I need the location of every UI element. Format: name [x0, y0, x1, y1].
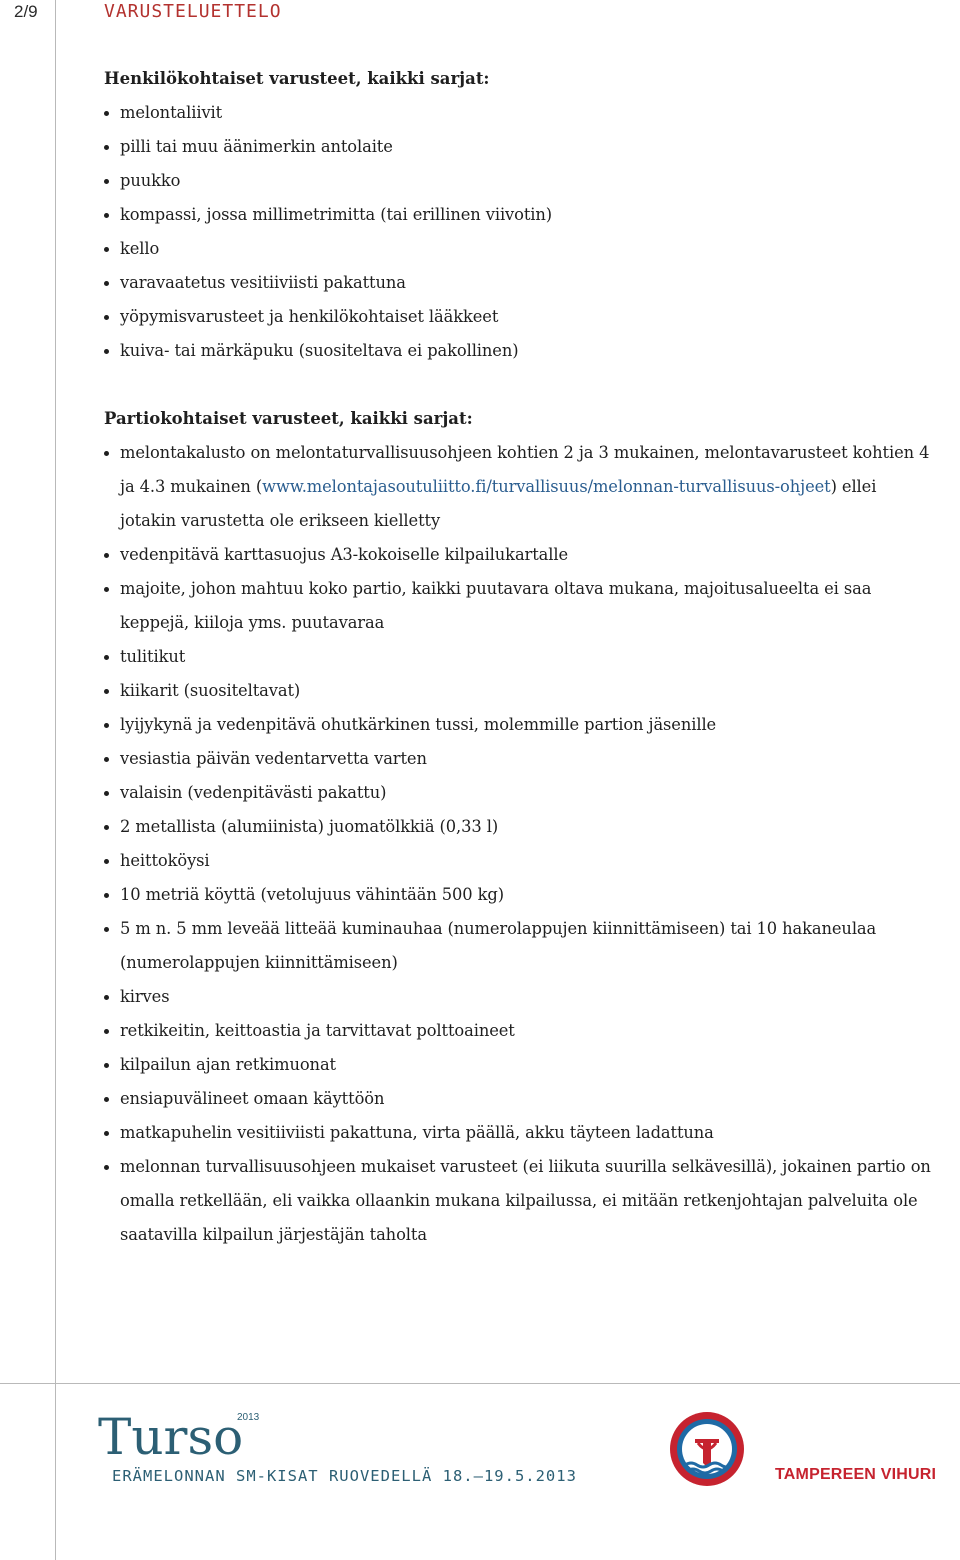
- list-item: 5 m n. 5 mm leveää litteää kuminauhaa (numerolappujen kiinnittämiseen) tai 10 hakaneulaa (numerolappujen kiinnittämiseen): [104, 912, 934, 980]
- page-number: 2/9: [14, 2, 38, 21]
- list-item: valaisin (vedenpitävästi pakattu): [104, 776, 934, 810]
- list-item: melontaliivit: [104, 96, 934, 130]
- safety-guide-link[interactable]: www.melontajasoutuliitto.fi/turvallisuus/melonnan-turvallisuus-ohjeet: [262, 477, 831, 496]
- footer-rule: [0, 1383, 960, 1384]
- list-item: pilli tai muu äänimerkin antolaite: [104, 130, 934, 164]
- list-item: yöpymisvarusteet ja henkilökohtaiset lääkkeet: [104, 300, 934, 334]
- turso-logo-year: 2013: [237, 1412, 260, 1423]
- section-heading: Partiokohtaiset varusteet, kaikki sarjat:: [104, 409, 473, 428]
- list-item: kompassi, jossa millimetrimitta (tai erillinen viivotin): [104, 198, 934, 232]
- left-margin-rule: [55, 0, 56, 1560]
- list-item: 2 metallista (alumiinista) juomatölkkiä (0,33 l): [104, 810, 934, 844]
- team-equipment-list: [104, 436, 934, 1252]
- list-item: kilpailun ajan retkimuonat: [104, 1048, 934, 1082]
- list-item: heittoköysi: [104, 844, 934, 878]
- turso-logo-text: Turso: [98, 1408, 244, 1460]
- personal-equipment-list: [104, 96, 934, 368]
- page-title: VARUSTELUETTELO: [104, 1, 282, 22]
- list-item: melonnan turvallisuusohjeen mukaiset varusteet (ei liikuta suurilla selkävesillä), jokainen partio on omalla retkellään, eli vaikka ollaankin mukana kilpailussa, ei mitään retkenjohtajan palveluita ole saatavilla kilpailun järjestäjän taholta: [104, 1150, 934, 1252]
- list-item: majoite, johon mahtuu koko partio, kaikki puutavara oltava mukana, majoitusalueelta ei saa keppejä, kiiloja yms. puutavaraa: [104, 572, 934, 640]
- list-item: vedenpitävä karttasuojus A3-kokoiselle kilpailukartalle: [104, 538, 934, 572]
- item-text: melontakalusto on melontaturvallisuusohjeen kohtien 2 ja 3 mukainen, melontavarusteet kohtien 4 ja 4.3 mukainen (: [120, 443, 930, 496]
- section-heading: Henkilökohtaiset varusteet, kaikki sarjat:: [104, 69, 490, 88]
- event-title: ERÄMELONNAN SM-KISAT RUOVEDELLÄ 18.–19.5.2013: [112, 1467, 577, 1485]
- list-item: puukko: [104, 164, 934, 198]
- section-team-equipment: [104, 402, 934, 1252]
- list-item: vesiastia päivän vedentarvetta varten: [104, 742, 934, 776]
- list-item: kuiva- tai märkäpuku (suositeltava ei pakollinen): [104, 334, 934, 368]
- list-item: kiikarit (suositeltavat): [104, 674, 934, 708]
- turso-logo: [96, 1404, 266, 1460]
- list-item: tulitikut: [104, 640, 934, 674]
- list-item: ensiapuvälineet omaan käyttöön: [104, 1082, 934, 1116]
- item-text: ) ellei jotakin varustetta ole erikseen kielletty: [120, 477, 877, 530]
- list-item-with-link: [104, 436, 934, 538]
- list-item: retkikeitin, keittoastia ja tarvittavat polttoaineet: [104, 1014, 934, 1048]
- vihuri-emblem-icon: [667, 1409, 747, 1489]
- document-body: [104, 62, 934, 1252]
- section-personal-equipment: [104, 62, 934, 368]
- list-item: kello: [104, 232, 934, 266]
- list-item: 10 metriä köyttä (vetolujuus vähintään 500 kg): [104, 878, 934, 912]
- list-item: kirves: [104, 980, 934, 1014]
- list-item: matkapuhelin vesitiiviisti pakattuna, virta päällä, akku täyteen ladattuna: [104, 1116, 934, 1150]
- club-name: TAMPEREEN VIHURI: [775, 1466, 937, 1483]
- list-item: varavaatetus vesitiiviisti pakattuna: [104, 266, 934, 300]
- list-item: lyijykynä ja vedenpitävä ohutkärkinen tussi, molemmille partion jäsenille: [104, 708, 934, 742]
